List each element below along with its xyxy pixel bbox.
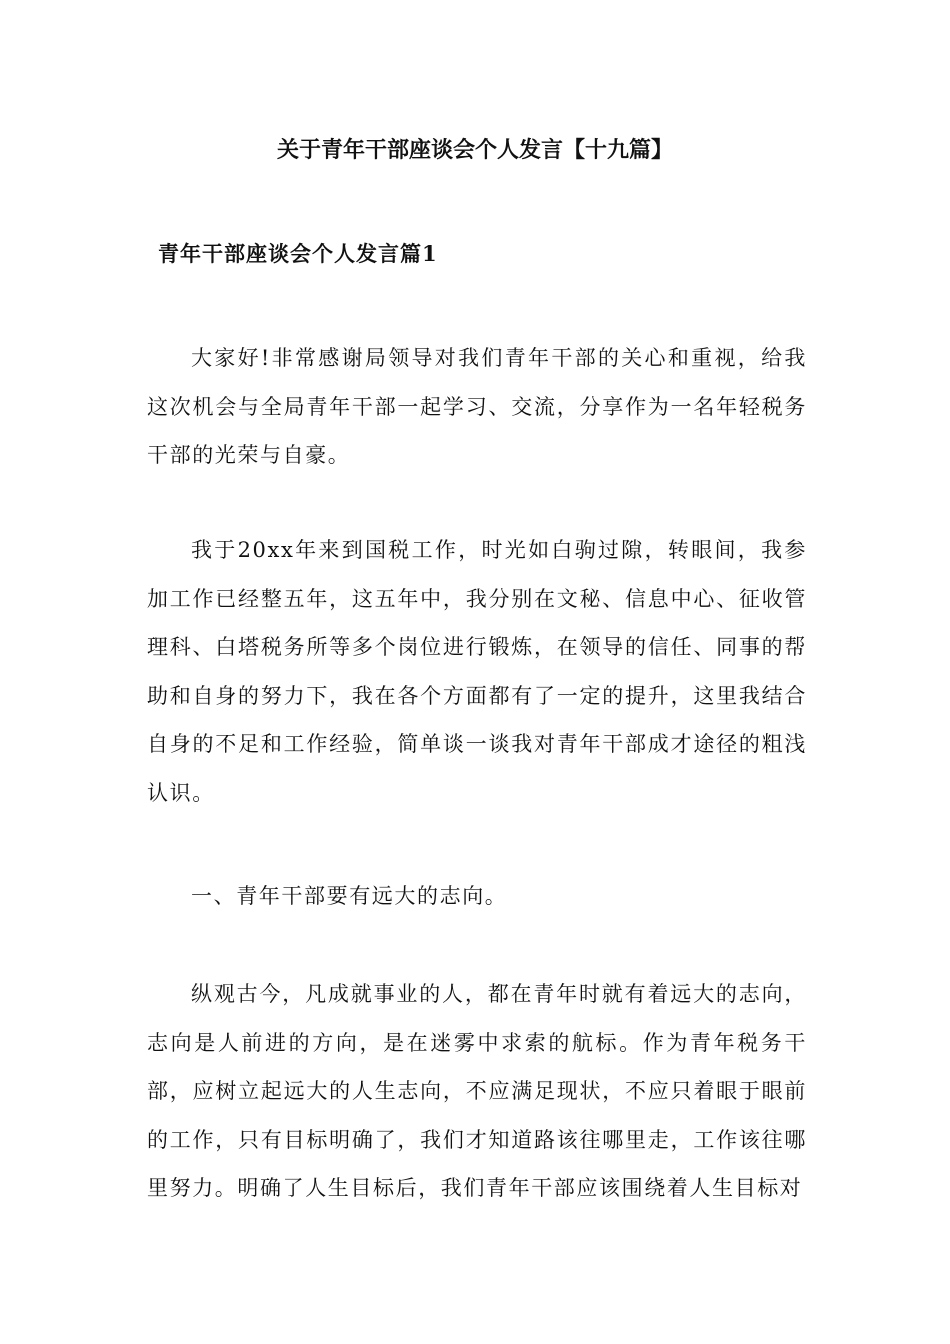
document-title: 关于青年干部座谈会个人发言【十九篇】	[276, 138, 673, 163]
section-heading: 青年干部座谈会个人发言篇1	[158, 241, 438, 266]
paragraph-experience: 我于20xx年来到国税工作，时光如白驹过隙，转眼间，我参加工作已经整五年，这五年中，我分别在文秘、信息中心、征收管理科、白塔税务所等多个岗位进行锻炼，在领导的信任、同事的帮助和自身的努力下，我在各个方面都有了一定的提升，这里我结合自身的不足和工作经验，简单谈一谈我对青年干部成才途径的粗浅认识。	[147, 538, 807, 805]
paragraph-ambition: 纵观古今，凡成就事业的人，都在青年时就有着远大的志向，志向是人前进的方向，是在迷雾中求索的航标。作为青年税务干部，应树立起远大的人生志向，不应满足现状，不应只着眼于眼前的工作，只有目标明确了，我们才知道路该往哪里走，工作该往哪里努力。明确了人生目标后，我们青年干部应该围绕着人生目标对	[147, 982, 807, 1200]
paragraph-point-one-heading: 一、青年干部要有远大的志向。	[191, 884, 508, 908]
paragraph-greeting: 大家好!非常感谢局领导对我们青年干部的关心和重视，给我这次机会与全局青年干部一起学习、交流，分享作为一名年轻税务干部的光荣与自豪。	[147, 346, 807, 467]
